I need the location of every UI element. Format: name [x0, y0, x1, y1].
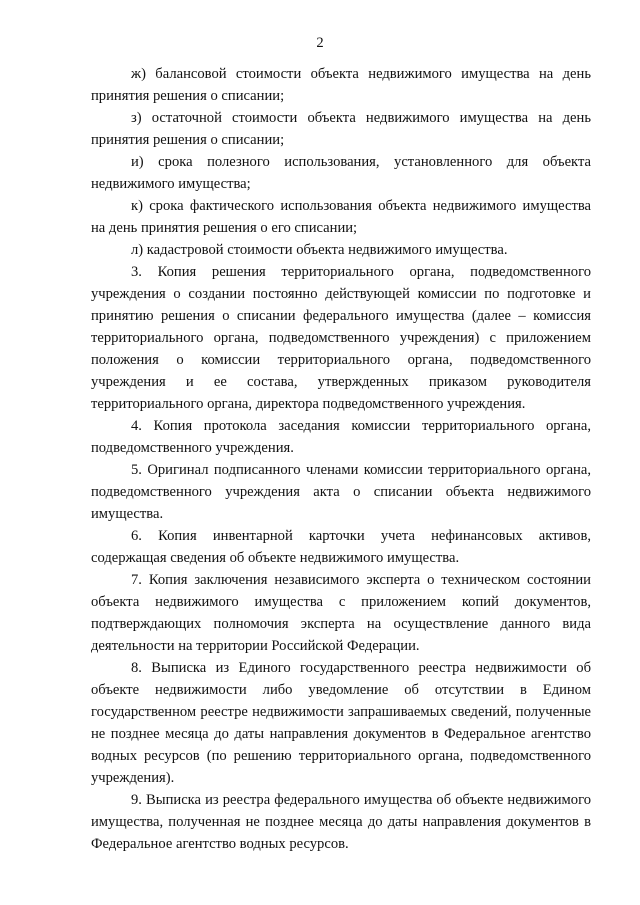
document-body [91, 63, 591, 855]
paragraph-item-7: 7. Копия заключения независимого эксперта о техническом состоянии объекта недвижимого имущества с приложением копий документов, подтверждающих полномочия эксперта на осуществление данного вида деятельности на территории Российской Федерации. [91, 572, 591, 654]
paragraph-item-8: 8. Выписка из Единого государственного реестра недвижимости об объекте недвижимости либо уведомление об отсутствии в Едином государственном реестре недвижимости запрашиваемых сведений, полученные не позднее месяца до даты направления документов в Федеральное агентство водных ресурсов (по решению территориального органа, подведомственного учреждения). [91, 660, 591, 786]
paragraph-item-k: к) срока фактического использования объекта недвижимого имущества на день принятия решения о его списании; [91, 198, 591, 236]
paragraph-item-6: 6. Копия инвентарной карточки учета нефинансовых активов, содержащая сведения об объекте недвижимого имущества. [91, 528, 591, 566]
paragraph-item-z: з) остаточной стоимости объекта недвижимого имущества на день принятия решения о списании; [91, 110, 591, 148]
paragraph-item-4: 4. Копия протокола заседания комиссии территориального органа, подведомственного учреждения. [91, 418, 591, 456]
paragraph-item-9: 9. Выписка из реестра федерального имущества об объекте недвижимого имущества, полученная не позднее месяца до даты направления документов в Федеральное агентство водных ресурсов. [91, 792, 591, 852]
paragraph-item-i: и) срока полезного использования, установленного для объекта недвижимого имущества; [91, 154, 591, 192]
paragraph-item-zh: ж) балансовой стоимости объекта недвижимого имущества на день принятия решения о списании; [91, 66, 591, 104]
paragraph-item-3: 3. Копия решения территориального органа, подведомственного учреждения о создании постоянно действующей комиссии по подготовке и принятию решения о списании федерального имущества (далее – комиссия территориального органа, подведомственного учреждения) с приложением положения о комиссии территориального органа, подведомственного учреждения и ее состава, утвержденных приказом руководителя территориального органа, директора подведомственного учреждения. [91, 264, 591, 412]
paragraph-item-5: 5. Оригинал подписанного членами комиссии территориального органа, подведомственного учреждения акта о списании объекта недвижимого имущества. [91, 462, 591, 522]
page-number: 2 [316, 35, 324, 51]
paragraph-item-l: л) кадастровой стоимости объекта недвижимого имущества. [131, 242, 508, 258]
